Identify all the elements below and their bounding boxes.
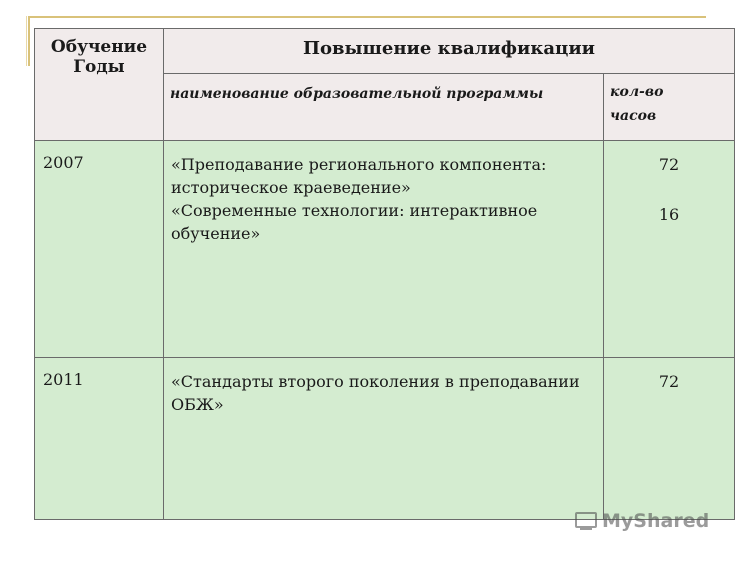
row-hours	[604, 141, 735, 358]
table-row	[35, 141, 735, 358]
monitor-icon	[572, 510, 598, 532]
header-years-line2: Годы	[73, 57, 125, 77]
header-main-title: Повышение квалификации	[164, 29, 735, 74]
row-year: 2007	[35, 141, 164, 358]
header-years-cell	[35, 29, 164, 141]
header-hours-column	[604, 74, 735, 141]
decorative-left-line	[28, 16, 30, 66]
header-program-column: наименование образовательной программы	[164, 74, 604, 141]
decorative-top-line	[28, 16, 706, 18]
decorative-left-line-thin	[26, 16, 27, 66]
hours-value: 72	[658, 372, 680, 391]
row-programs	[164, 141, 604, 358]
row-programs	[164, 358, 604, 520]
qualification-table	[34, 28, 735, 520]
watermark	[572, 508, 722, 534]
watermark-text: MyShared	[602, 510, 710, 532]
program-name: «Стандарты второго поколения в преподавании ОБЖ»	[171, 372, 580, 414]
header-hours-line1: кол-во	[610, 84, 664, 100]
row-hours	[604, 358, 735, 520]
hours-value: 16	[658, 205, 680, 224]
header-hours-line2: часов	[610, 108, 657, 124]
header-years-line1: Обучение	[50, 37, 148, 57]
program-name: «Преподавание регионального компонента: историческое краеведение»	[171, 155, 547, 197]
table-row	[35, 358, 735, 520]
program-name: «Современные технологии: интерактивное обучение»	[171, 201, 538, 243]
hours-value: 72	[658, 155, 680, 174]
row-year: 2011	[35, 358, 164, 520]
